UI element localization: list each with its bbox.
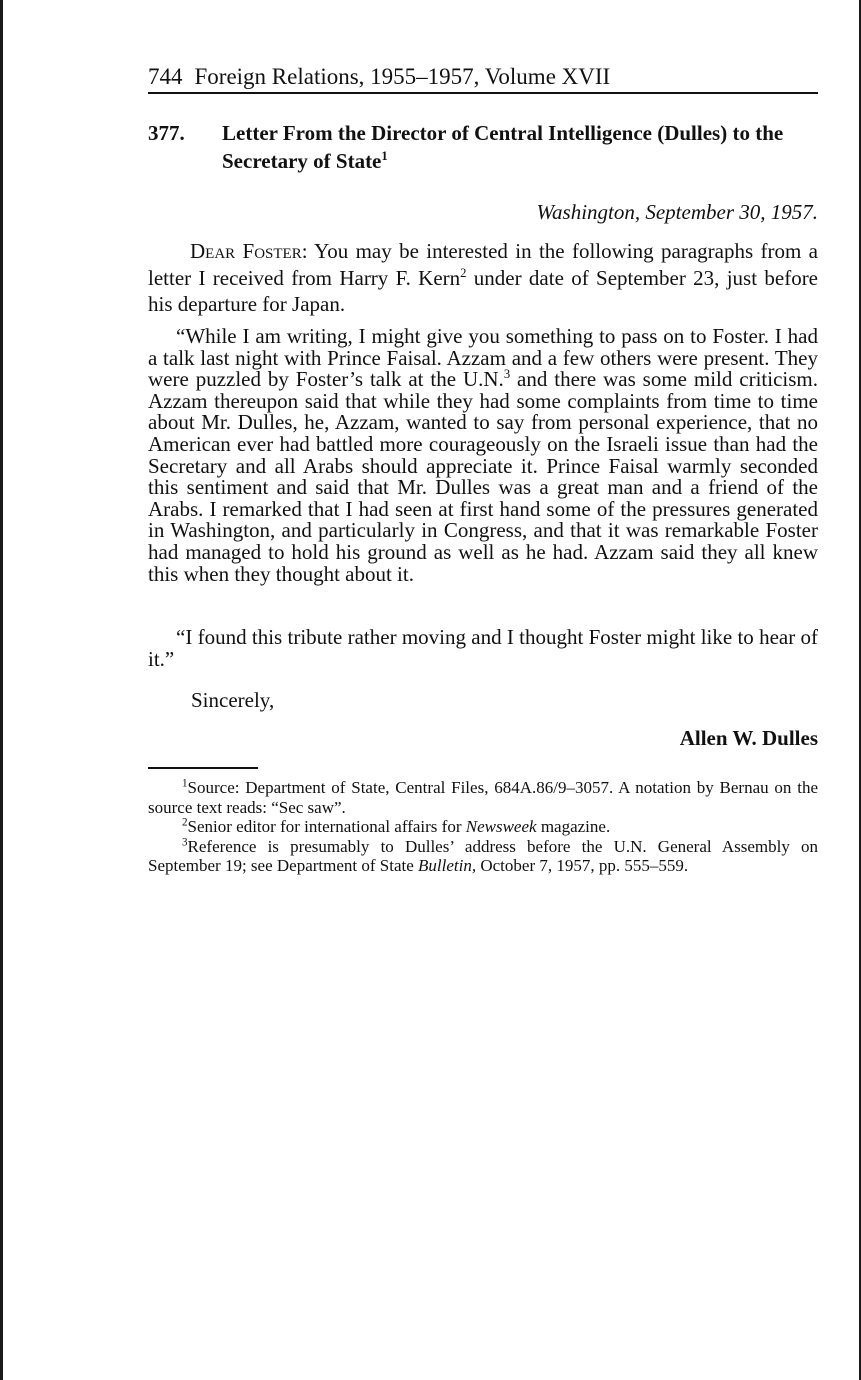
page-left-edge bbox=[0, 0, 3, 1380]
footnote-mark-3: 3 bbox=[182, 835, 188, 848]
paragraph-1-text-b: under date of September 23, just before his departure for Japan. bbox=[148, 265, 819, 316]
footnote-ref-3: 3 bbox=[503, 367, 511, 382]
running-title: Foreign Relations, 1955–1957, Volume XVII bbox=[194, 64, 611, 89]
running-header bbox=[148, 62, 818, 94]
document-number: 377. bbox=[148, 121, 185, 145]
footnote-mark-2: 2 bbox=[182, 816, 188, 829]
letter-paragraph-1 bbox=[148, 238, 818, 318]
footnotes bbox=[148, 778, 818, 876]
salutation: Dear Foster: bbox=[190, 239, 308, 263]
footnote-2-text-b: magazine. bbox=[540, 817, 611, 836]
footnote-mark-1: 1 bbox=[182, 777, 188, 790]
footnote-ref-1: 1 bbox=[381, 149, 388, 163]
footnote-3-text-b: October 7, 1957, pp. 555–559. bbox=[480, 856, 689, 875]
document-title-text: Letter From the Director of Central Intelligence (Dulles) to the Secretary of State bbox=[222, 121, 784, 173]
quote-1-text-b: and there was some mild criticism. Azzam thereupon said that while they had some complaints from time to time about Mr. Dulles, he, Azzam, wanted to say from personal experience, that no American ever had battled more courageously on the Israeli issue than had the Secretary and all Arabs should appreciate it. Prince Faisal warmly seconded this sentiment and said that Mr. Dulles was a great man and a friend of the Arabs. I remarked that I had seen at first hand some of the pressures generated in Washington, and particularly in Congress, and that it was remarkable Foster had managed to hold his ground as well as he had. Azzam said they all knew this when they thought about it. bbox=[148, 367, 819, 586]
page-number: 744 bbox=[148, 64, 183, 89]
paragraph-1-text-a: You may be interested in the following paragraphs from a letter I received from Harry F. Kern bbox=[148, 239, 818, 290]
document-title bbox=[222, 119, 818, 175]
document-heading bbox=[148, 119, 818, 175]
footnote-2 bbox=[148, 817, 818, 837]
footnote-ref-2: 2 bbox=[460, 265, 467, 280]
letter-closing: Sincerely, bbox=[191, 688, 275, 712]
footnote-divider bbox=[148, 767, 258, 769]
signature: Allen W. Dulles bbox=[679, 726, 818, 750]
quote-1-text-a: “While I am writing, I might give you something to pass on to Foster. I had a talk last night with Prince Faisal. Azzam and a few others were present. They were puzzled by Foster’s talk at the U.N. bbox=[148, 324, 818, 392]
footnote-3-italic: Bulletin, bbox=[418, 856, 477, 875]
dateline: Washington, September 30, 1957. bbox=[536, 200, 818, 224]
quoted-paragraph-1 bbox=[148, 326, 818, 585]
footnote-1 bbox=[148, 778, 818, 817]
footnote-2-italic: Newsweek bbox=[465, 817, 537, 836]
footnote-1-text: Source: Department of State, Central Files, 684A.86/9–3057. A notation by Bernau on the source text reads: “Sec saw”. bbox=[148, 778, 818, 817]
footnote-3-text-a: Reference is presumably to Dulles’ address before the U.N. General Assembly on September 19; see Department of State bbox=[148, 836, 818, 875]
quoted-paragraph-2: “I found this tribute rather moving and I thought Foster might like to hear of it.” bbox=[148, 625, 818, 671]
footnote-3 bbox=[148, 837, 818, 876]
footnote-2-text-a: Senior editor for international affairs for bbox=[187, 817, 462, 836]
